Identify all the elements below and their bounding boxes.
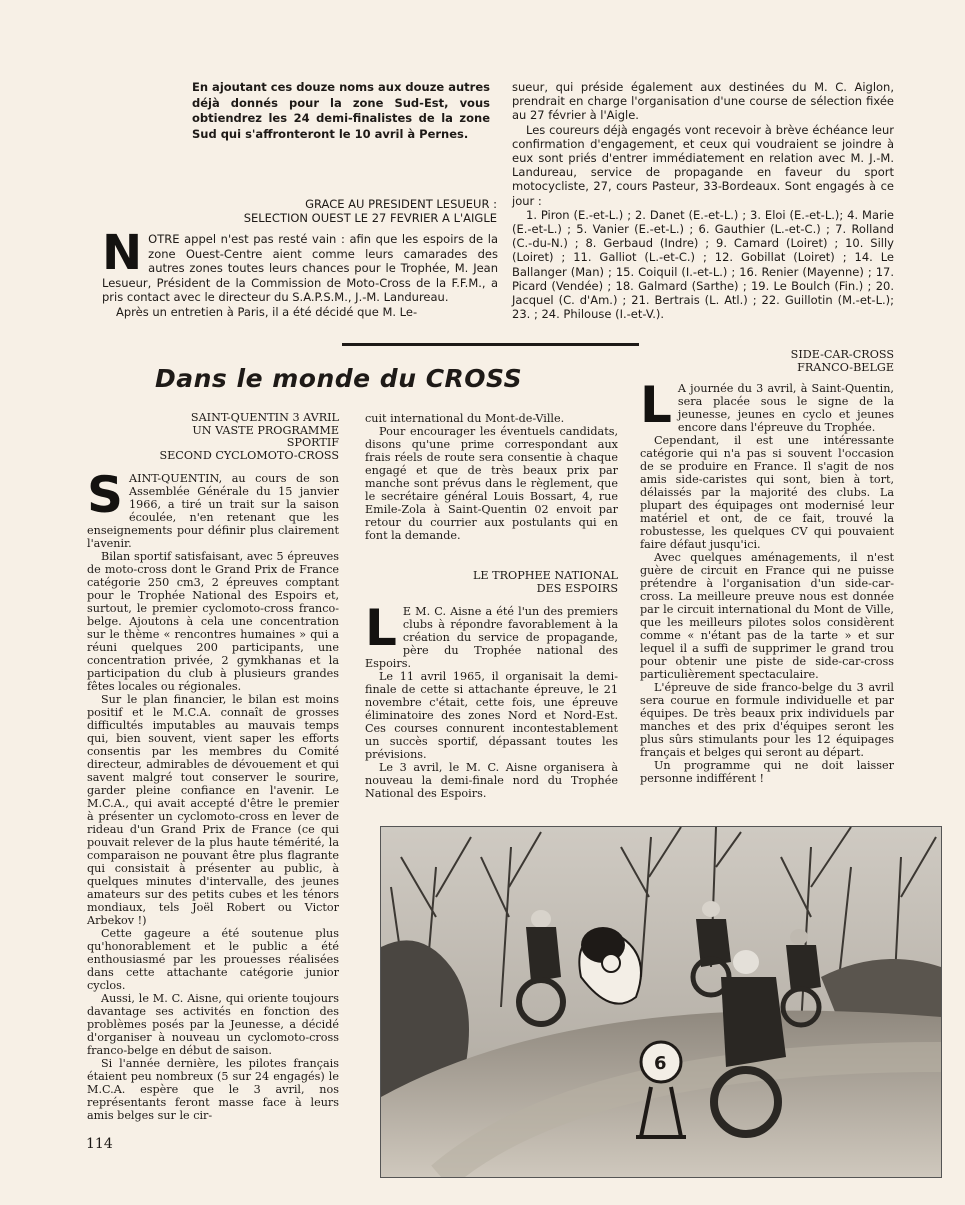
sq-para-1: AINT-QUENTIN, au cours de son Assemblée Générale du 15 janvier 1966, a tiré un trait sur la saison écoulée, n'en retenant que les enseignements pour définir plus clairement l'avenir. [87,472,339,550]
bib-number: 6 [654,1053,667,1074]
section-headline: Dans le monde du CROSS [155,364,523,393]
trophee-subhead-line1: LE TROPHEE NATIONAL [473,569,618,582]
intro-box: En ajoutant ces douze noms aux douze autres déjà donnés pour la zone Sud-Est, vous obtiendrez les 24 demi-finalistes de la zone Sud qui s'affronteront le 10 avril à Pernes. [192,80,490,141]
ouest-para-1: OTRE appel n'est pas resté vain : afin que les espoirs de la zone Ouest-Centre aient comme leurs camarades des autres zones toutes leurs chances pour le Trophée, M. Jean Lesueur, Président de la Commission de Moto-Cross de la F.F.M., a pris contact avec le directeur du S.A.P.S.M., J.-M. Landureau. [102,232,498,304]
side-para-5: Un programme qui ne doit laisser personne indifférent ! [640,759,894,785]
ouest-article-continued [512,80,894,321]
side-para-3: Avec quelques aménagements, il n'est guère de circuit en France qui ne puisse prétendre à l'organisation d'un side-car-cross. La meilleure preuve nous est donnée par le circuit international du Mont de Ville, que les meilleurs pilotes solos considèrent comme « n'étant pas de la tarte » et sur lequel il a suffi de supprimer le grand trou pour obtenir une piste de side-car-cross particulièrement spectaculaire. [640,551,894,681]
drop-cap-l-side: L [640,376,672,434]
drop-cap-s: S [87,466,124,524]
side-para-1: A journée du 3 avril, à Saint-Quentin, sera placée sous le signe de la jeunesse, jeunes en cyclo et jeunes encore dans l'épreuve du Trophée. [677,382,894,434]
side-car-subhead-line1: SIDE-CAR-CROSS [790,348,894,361]
trophee-para-1: E M. C. Aisne a été l'un des premiers clubs à répondre favorablement à la création du service de propagande, père du Trophée national des Espoirs. [365,605,618,670]
trophee-subhead-line2: DES ESPOIRS [536,581,618,595]
trophee-para-2: Le 11 avril 1965, il organisait la demi-finale de cette si attachante épreuve, le 21 novembre c'était, cette fois, une épreuve éliminatoire des zones Nord et Nord-Est. Ces courses connurent incontestablement un succès sportif, dépassant toutes les prévisions. [365,670,618,761]
ouest-cont-para-1: sueur, qui préside également aux destinées du M. C. Aiglon, prendrait en charge l'organisation d'une course de sélection fixée au 27 février à l'Aigle. [512,80,894,123]
column-trophee [365,412,618,800]
side-para-2: Cependant, il est une intéressante catégorie qui n'a pas si souvent l'occasion de se produire en France. Il s'agit de nos amis side-caristes qui sont, bien à tort, délaissés par la majorité des clubs. La plupart des équipages ont modernisé leur matériel et ont, de ce fait, trouvé la robustesse, les quelques CV qui pouvaient faire défaut jusqu'ici. [640,434,894,551]
sq-para-6: Si l'année dernière, les pilotes français étaient peu nombreux (5 sur 24 engagés) le M.C.A. espère que le 3 avril, nos représentants feront masse face à leurs amis belges sur le cir- [87,1057,339,1122]
sq-subhead-line4: SECOND CYCLOMOTO-CROSS [159,448,339,462]
sq-subheading [87,412,339,462]
drop-cap-n: N [102,225,143,281]
sq-subhead-line3: SPORTIF [286,436,339,449]
page-number: 114 [86,1136,113,1152]
riders-list: 1. Piron (E.-et-L.) ; 2. Danet (E.-et-L.) ; 3. Eloi (E.-et-L.); 4. Marie (E.-et-L.) ; 5. Vanier (E.-et-L.) ; 6. Gauthier (L.-et-C.) ; 7. Rolland (C.-du-N.) ; 8. Gerbaud (Indre) ; 9. Camard (Loiret) ; 10. Silly (Loiret) ; 11. Galliot (L.-et-C.) ; 12. Gobillat (Loiret) ; 14. Le Ballanger (Man) ; 15. Coiquil (I.-et-L.) ; 16. Renier (Mayenne) ; 17. Picard (Vendée) ; 18. Galmard (Sarthe) ; 19. Le Boulch (Fin.) ; 20. Jacquel (C. d'Am.) ; 21. Bertrais (L. Atl.) ; 22. Guillotin (M.-et-L.); 23. ; 24. Philouse (I.-et-V.). [512,207,894,322]
mid-para-2: Pour encourager les éventuels candidats, disons qu'une prime correspondant aux frais réels de route sera consentie à chaque engagé et que de très beaux prix par manche sont prévus dans le règlement, que le secrétaire général Louis Bossart, 4, rue Emile-Zola à Saint-Quentin 02 envoit par retour du courrier aux postulants qui en font la demande. [365,425,618,542]
trophee-subheading [365,570,618,595]
motocross-photo [380,826,942,1178]
side-car-subhead-line2: FRANCO-BELGE [797,360,894,374]
side-para-4: L'épreuve de side franco-belge du 3 avril sera courue en formule individuelle et par équipes. De très beaux prix individuels par manches et des prix d'équipes seront les plus sûrs stimulants pour les 12 équipages français et belges qui seront au départ. [640,681,894,759]
sq-para-4: Cette gageure a été soutenue plus qu'honorablement et le public a été enthousiasmé par les prouesses réalisées dans cette attachante catégorie junior cyclos. [87,927,339,992]
sq-subhead-line1: SAINT-QUENTIN 3 AVRIL [190,411,339,424]
section-divider [342,343,639,346]
sq-para-3: Sur le plan financier, le bilan est moins positif et le M.C.A. connaît de grosses difficultés imputables au mauvais temps qui, bien souvent, vient saper les efforts consentis par les membres du Comité directeur, admirables de dévouement et qui savent malgré tout conserver le sourire, garder pleine confiance en l'avenir. Le M.C.A., qui avait accepté d'être le premier à présenter un cyclomoto-cross en lever de rideau d'un Grand Prix de France (ce qui pouvait relever de la plus haute témérité, la comparaison ne pouvant être plus flagrante qui consistait à présenter au public, à quelques minutes d'intervalle, des jeunes amateurs sur des petits cubes et les ténors mondiaux, tels Joël Robert ou Victor Arbekov !) [87,693,339,927]
sq-para-2: Bilan sportif satisfaisant, avec 5 épreuves de moto-cross dont le Grand Prix de France catégorie 250 cm3, 2 épreuves comptant pour le Trophée National des Espoirs et, surtout, le premier cyclomoto-cross franco-belge. Ajoutons à cela une concentration sur le thème « rencontres humaines » qui a réuni quelques 200 participants, une concentration privée, 2 gymkhanas et la participation du club à plusieurs grandes fêtes locales ou régionales. [87,550,339,693]
sq-para-5: Aussi, le M. C. Aisne, qui oriente toujours davantage ses activités en fonction des problèmes posés par la Jeunesse, a décidé d'organiser à nouveau un cyclomoto-cross franco-belge en début de saison. [87,992,339,1057]
sq-subhead-line2: UN VASTE PROGRAMME [192,423,339,437]
trophee-para-3: Le 3 avril, le M. C. Aisne organisera à nouveau la demi-finale nord du Trophée National des Espoirs. [365,761,618,800]
drop-cap-l-trophee: L [365,599,397,657]
ouest-para-2: Après un entretien à Paris, il a été décidé que M. Le- [116,304,418,319]
ouest-cont-para-2: Les coureurs déjà engagés vont recevoir à brève échéance leur confirmation d'engagement, et ceux qui voudraient se joindre à eux sont priés d'entrer immédiatement en relation avec M. J.-M. Landureau, service de propagande en faveur du sport motocycliste, 27, cours Pasteur, 33-Bordeaux. Sont engagés à ce jour : [512,122,894,208]
ouest-heading-line1: GRACE AU PRESIDENT LESUEUR : [305,197,497,211]
ouest-heading [120,197,497,225]
ouest-article [102,225,498,319]
mid-para-1: cuit international du Mont-de-Ville. [365,412,565,425]
column-saint-quentin [87,412,339,1122]
ouest-heading-line2: SELECTION OUEST LE 27 FEVRIER A L'AIGLE [243,211,497,225]
column-side-car [640,349,894,785]
side-car-subheading [640,349,894,374]
